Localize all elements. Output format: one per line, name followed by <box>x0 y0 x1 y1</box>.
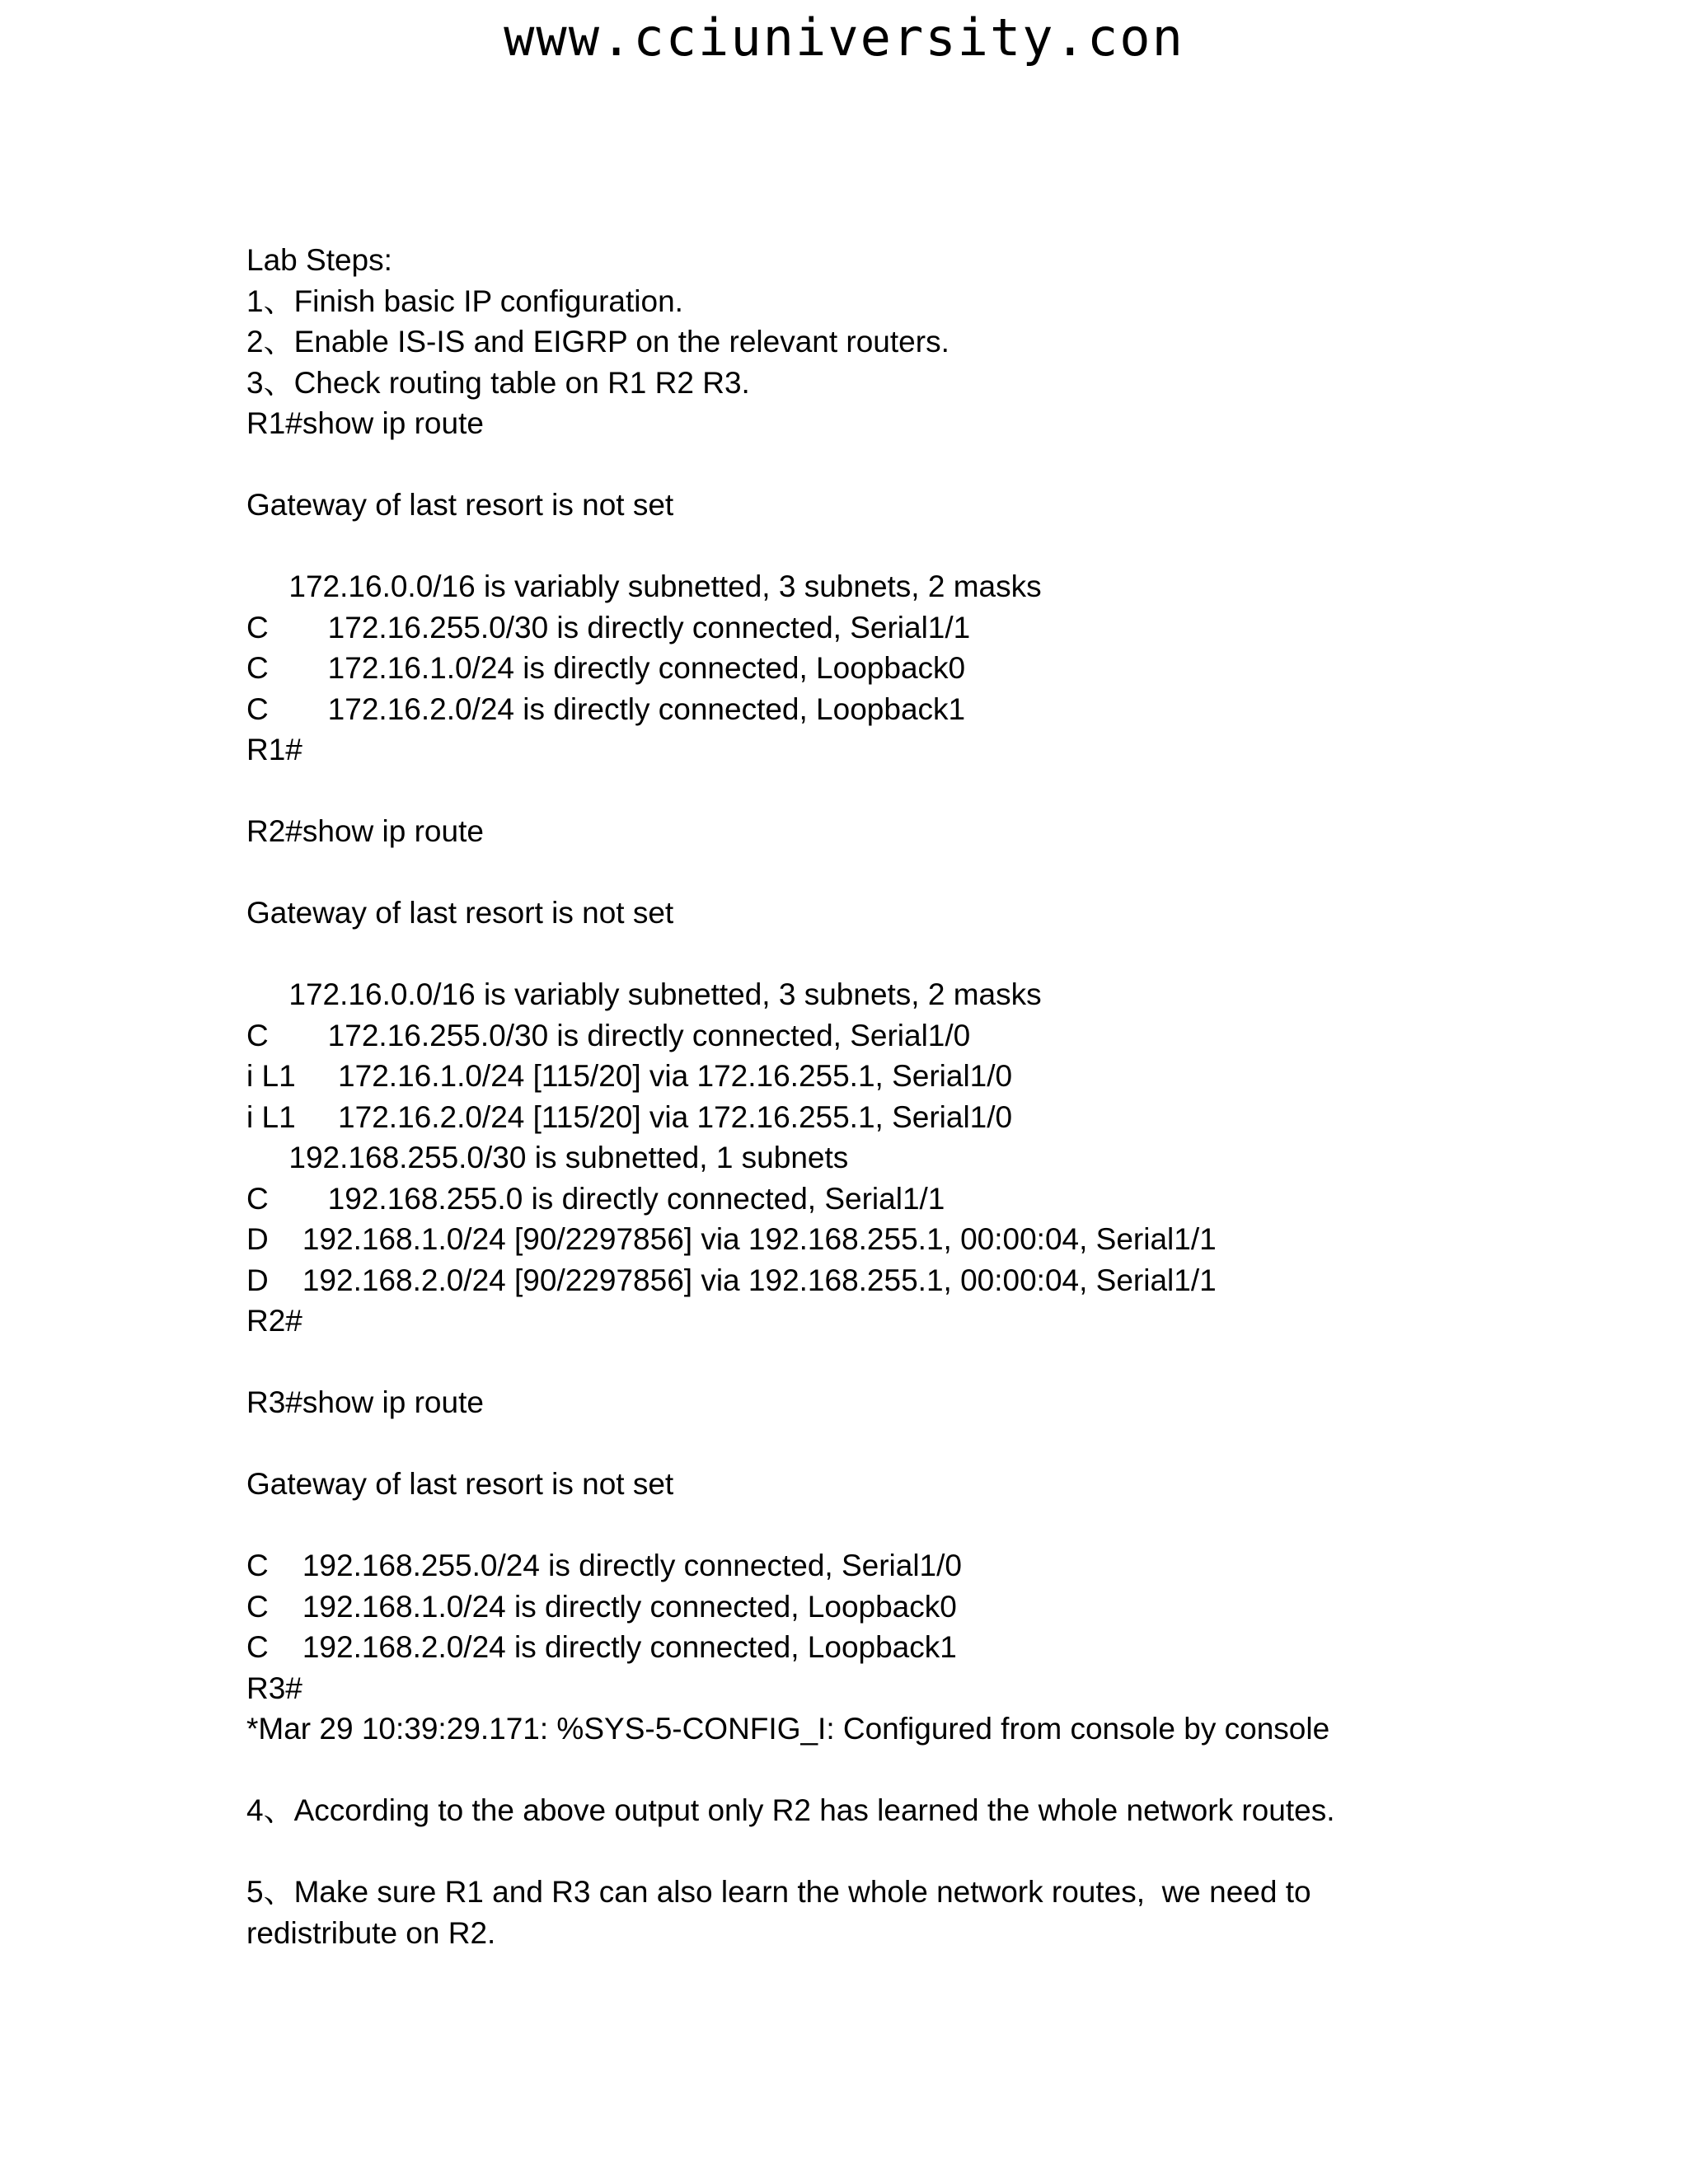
document-line: 172.16.0.0/16 is variably subnetted, 3 subnets, 2 masks <box>246 569 1042 603</box>
document-line: Gateway of last resort is not set <box>246 488 674 522</box>
document-line: 2、Enable IS-IS and EIGRP on the relevant routers. <box>246 325 950 359</box>
document-line: R3# <box>246 1671 302 1705</box>
blank-line <box>246 1750 1648 1791</box>
document-line: C 192.168.2.0/24 is directly connected, Loopback1 <box>246 1630 957 1664</box>
document-line: Gateway of last resort is not set <box>246 1467 674 1501</box>
blank-line <box>246 1505 1648 1546</box>
document-line: 4、According to the above output only R2 has learned the whole network routes. <box>246 1793 1335 1827</box>
document-line: 5、Make sure R1 and R3 can also learn the whole network routes, we need to <box>246 1875 1311 1909</box>
document-line: C 192.168.255.0 is directly connected, Serial1/1 <box>246 1181 945 1216</box>
document-line: i L1 172.16.1.0/24 [115/20] via 172.16.255.1, Serial1/0 <box>246 1059 1013 1093</box>
document-line: R3#show ip route <box>246 1385 484 1419</box>
document-line: C 172.16.2.0/24 is directly connected, Loopback1 <box>246 691 966 726</box>
document-line: Gateway of last resort is not set <box>246 896 674 930</box>
blank-line <box>246 1423 1648 1465</box>
document-line: C 192.168.255.0/24 is directly connected, Serial1/0 <box>246 1549 962 1582</box>
document-line: C 192.168.1.0/24 is directly connected, Loopback0 <box>246 1589 957 1624</box>
document-line: Lab Steps: <box>246 243 392 277</box>
document-line: redistribute on R2. <box>246 1915 496 1950</box>
document-line: C 172.16.255.0/30 is directly connected, Serial1/1 <box>246 610 971 644</box>
document-body <box>246 240 1648 1953</box>
document-line: R2#show ip route <box>246 814 484 848</box>
document-line: R2# <box>246 1304 302 1338</box>
blank-line <box>246 771 1648 812</box>
document-line: 1、Finish basic IP configuration. <box>246 284 683 318</box>
blank-line <box>246 444 1648 485</box>
document-line: R1#show ip route <box>246 406 484 440</box>
document-line: 192.168.255.0/30 is subnetted, 1 subnets <box>246 1141 849 1174</box>
site-header: www.cciuniversity.con <box>504 7 1184 68</box>
blank-line <box>246 1831 1648 1872</box>
document-line: R1# <box>246 733 302 766</box>
document-line: D 192.168.1.0/24 [90/2297856] via 192.168.255.1, 00:00:04, Serial1/1 <box>246 1222 1217 1256</box>
document-line: i L1 172.16.2.0/24 [115/20] via 172.16.255.1, Serial1/0 <box>246 1099 1013 1134</box>
document-line: C 172.16.1.0/24 is directly connected, Loopback0 <box>246 651 966 685</box>
document-line: C 172.16.255.0/30 is directly connected, Serial1/0 <box>246 1018 971 1052</box>
document-line: 172.16.0.0/16 is variably subnetted, 3 subnets, 2 masks <box>246 977 1042 1011</box>
blank-line <box>246 526 1648 567</box>
document-line: D 192.168.2.0/24 [90/2297856] via 192.168.255.1, 00:00:04, Serial1/1 <box>246 1263 1217 1297</box>
blank-line <box>246 1342 1648 1383</box>
document-line: *Mar 29 10:39:29.171: %SYS-5-CONFIG_I: Configured from console by console <box>246 1712 1330 1746</box>
blank-line <box>246 934 1648 975</box>
blank-line <box>246 852 1648 893</box>
document-line: 3、Check routing table on R1 R2 R3. <box>246 365 750 400</box>
